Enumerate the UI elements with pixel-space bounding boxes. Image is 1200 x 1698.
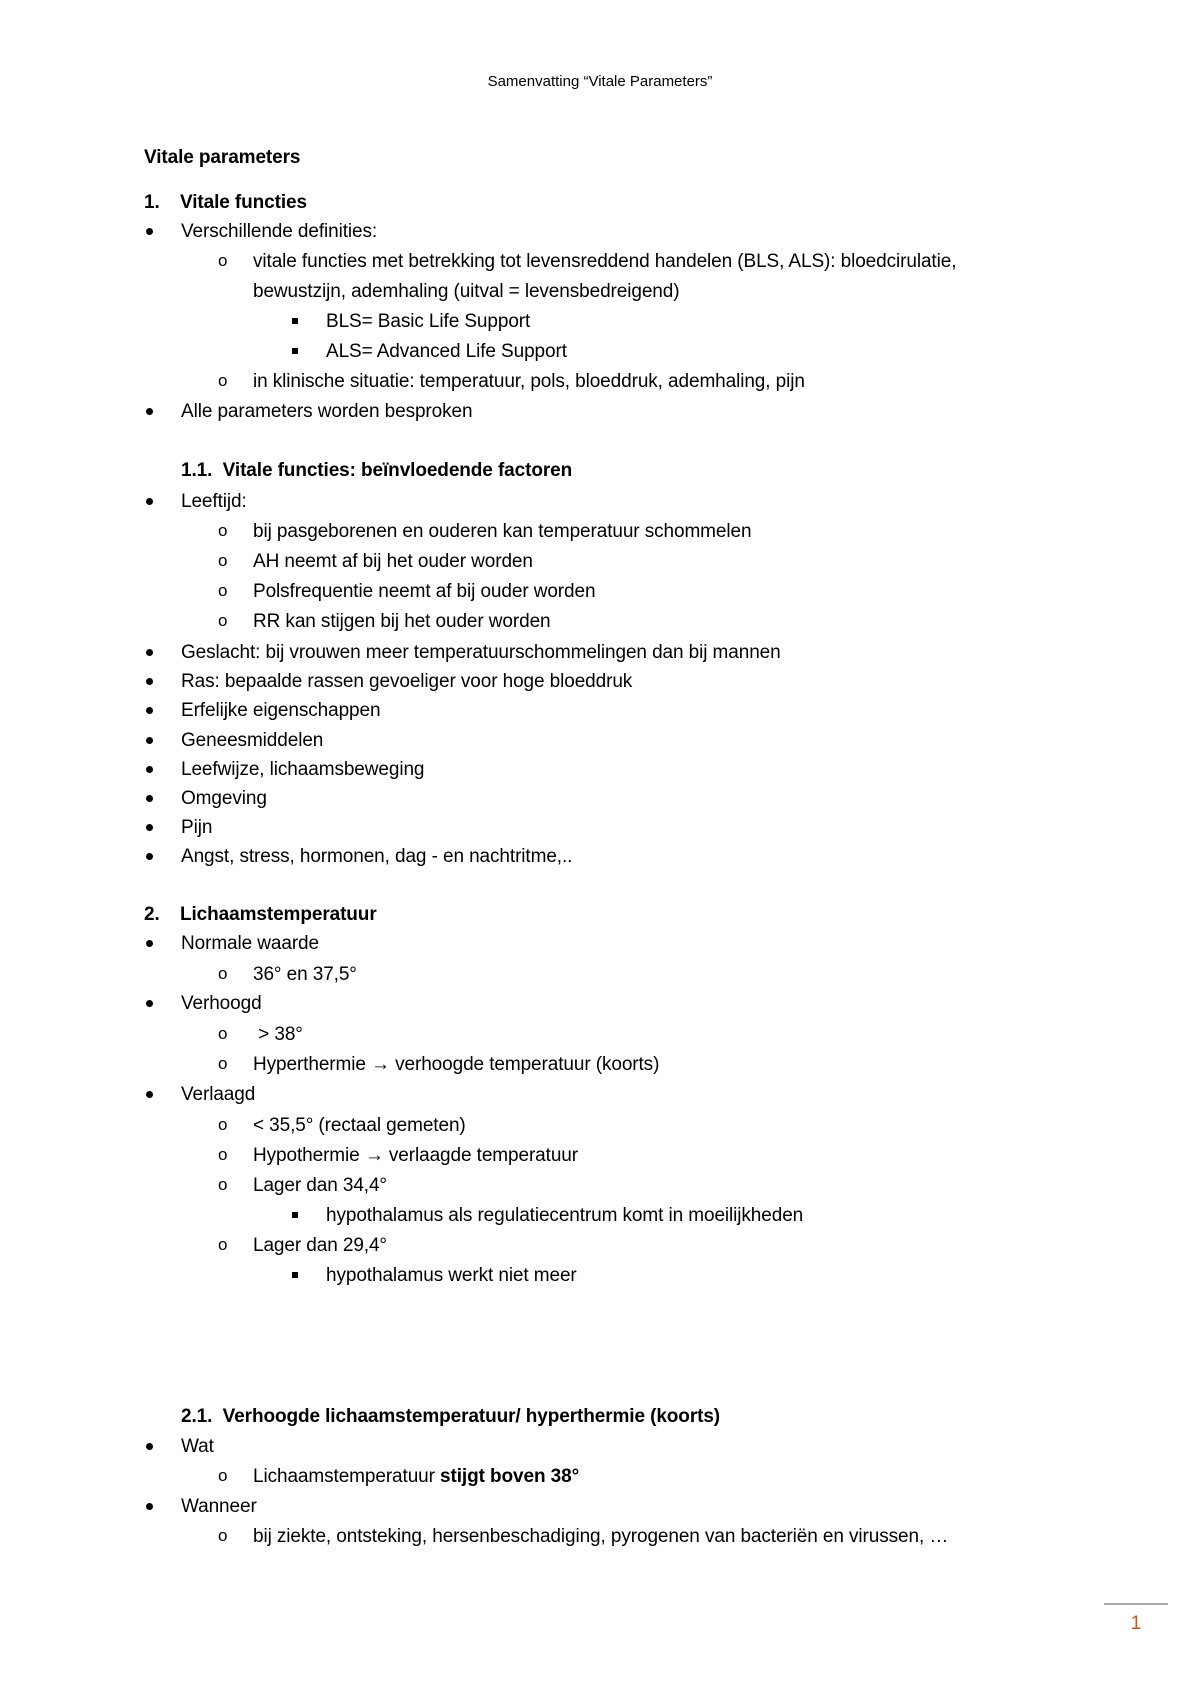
circle-bullet-icon: o	[218, 1466, 228, 1485]
circle-bullet-icon: o	[218, 1054, 228, 1073]
list-item: BLS= Basic Life Support	[326, 311, 531, 332]
list-item: Erfelijke eigenschappen	[181, 700, 381, 721]
list-item: Geneesmiddelen	[181, 730, 324, 751]
list-item: bij ziekte, ontsteking, hersenbeschadiging, pyrogenen van bacteriën en virussen, …	[253, 1526, 949, 1547]
list-item: Wat	[181, 1436, 214, 1457]
list-item: hypothalamus werkt niet meer	[326, 1265, 577, 1286]
list-item: Leeftijd:	[181, 491, 247, 512]
circle-bullet-icon: o	[218, 611, 228, 630]
bullet-icon	[146, 1443, 153, 1450]
square-bullet-icon	[292, 318, 298, 324]
list-item: Alle parameters worden besproken	[181, 401, 473, 422]
page-header: Samenvatting “Vitale Parameters”	[487, 73, 713, 90]
list-item: Wanneer	[181, 1496, 257, 1517]
section-1-heading	[144, 191, 307, 215]
list-item: Verschillende definities:	[181, 221, 378, 242]
list-item: > 38°	[253, 1024, 303, 1045]
section-number: 2.1.	[181, 1406, 213, 1427]
definition: verlaagde temperatuur	[388, 1145, 578, 1166]
list-item: in klinische situatie: temperatuur, pols, bloeddruk, ademhaling, pijn	[253, 371, 805, 392]
list-item: Polsfrequentie neemt af bij ouder worden	[253, 581, 596, 602]
circle-bullet-icon: o	[218, 251, 228, 270]
circle-bullet-icon: o	[218, 1526, 228, 1545]
bullet-icon	[146, 408, 153, 415]
bullet-icon	[146, 824, 153, 831]
list-item-continued: bewustzijn, ademhaling (uitval = levensbedreigend)	[253, 281, 680, 302]
document-title: Vitale parameters	[144, 147, 301, 168]
section-title: Vitale functies	[180, 192, 307, 213]
list-item: 36° en 37,5°	[253, 964, 357, 985]
square-bullet-icon	[292, 348, 298, 354]
list-item: ALS= Advanced Life Support	[326, 341, 567, 362]
circle-bullet-icon: o	[218, 521, 228, 540]
square-bullet-icon	[292, 1212, 298, 1218]
circle-bullet-icon: o	[218, 551, 228, 570]
list-item: AH neemt af bij het ouder worden	[253, 551, 533, 572]
bullet-icon	[146, 737, 153, 744]
bullet-icon	[146, 228, 153, 235]
circle-bullet-icon: o	[218, 1235, 228, 1254]
list-item: Angst, stress, hormonen, dag - en nachtritme,..	[181, 846, 573, 867]
term: Hyperthermie	[253, 1054, 366, 1075]
bullet-icon	[146, 1503, 153, 1510]
circle-bullet-icon: o	[218, 1145, 228, 1164]
section-number: 2.	[144, 904, 160, 925]
list-item: Geslacht: bij vrouwen meer temperatuurschommelingen dan bij mannen	[181, 642, 781, 663]
list-item: vitale functies met betrekking tot levensreddend handelen (BLS, ALS): bloedcirulatie,	[253, 251, 957, 272]
section-title: Vitale functies: beïnvloedende factoren	[222, 460, 573, 481]
list-item	[253, 1465, 579, 1489]
term: Hypothermie	[253, 1145, 360, 1166]
list-item: Pijn	[181, 817, 213, 838]
list-item: Omgeving	[181, 788, 267, 809]
list-item: Normale waarde	[181, 933, 319, 954]
section-2-1-heading	[181, 1405, 720, 1429]
circle-bullet-icon: o	[218, 964, 228, 983]
list-item: Lager dan 34,4°	[253, 1175, 387, 1196]
circle-bullet-icon: o	[218, 1175, 228, 1194]
list-item: Ras: bepaalde rassen gevoeliger voor hoge bloeddruk	[181, 671, 633, 692]
list-item	[253, 1144, 578, 1168]
text: Lichaamstemperatuur	[253, 1466, 441, 1487]
bullet-icon	[146, 678, 153, 685]
definition: verhoogde temperatuur (koorts)	[395, 1054, 660, 1075]
bullet-icon	[146, 940, 153, 947]
circle-bullet-icon: o	[218, 371, 228, 390]
arrow-right-icon: →	[371, 1054, 390, 1075]
circle-bullet-icon: o	[218, 581, 228, 600]
bullet-icon	[146, 1000, 153, 1007]
bullet-icon	[146, 498, 153, 505]
list-item: RR kan stijgen bij het ouder worden	[253, 611, 551, 632]
bullet-icon	[146, 853, 153, 860]
emphasis: stijgt boven 38°	[440, 1466, 580, 1487]
list-item	[253, 1053, 659, 1077]
list-item: < 35,5° (rectaal gemeten)	[253, 1115, 466, 1136]
square-bullet-icon	[292, 1272, 298, 1278]
list-item: Lager dan 29,4°	[253, 1235, 387, 1256]
page-number: 1	[1130, 1613, 1142, 1634]
list-item: Leefwijze, lichaamsbeweging	[181, 759, 425, 780]
circle-bullet-icon: o	[218, 1115, 228, 1134]
bullet-icon	[146, 766, 153, 773]
list-item: Verhoogd	[181, 993, 262, 1014]
list-item: bij pasgeborenen en ouderen kan temperatuur schommelen	[253, 521, 752, 542]
section-2-heading	[144, 903, 377, 927]
section-title: Lichaamstemperatuur	[180, 904, 377, 925]
page-number-rule	[1104, 1603, 1168, 1605]
section-number: 1.1.	[181, 460, 213, 481]
arrow-right-icon: →	[364, 1145, 384, 1166]
bullet-icon	[146, 1091, 153, 1098]
list-item: hypothalamus als regulatiecentrum komt in moeilijkheden	[326, 1205, 804, 1226]
list-item: Verlaagd	[181, 1084, 256, 1105]
bullet-icon	[146, 795, 153, 802]
bullet-icon	[146, 707, 153, 714]
section-title: Verhoogde lichaamstemperatuur/ hyperthermie (koorts)	[222, 1406, 721, 1427]
bullet-icon	[146, 649, 153, 656]
section-number: 1.	[144, 192, 160, 213]
section-1-1-heading	[181, 459, 572, 483]
circle-bullet-icon: o	[218, 1024, 228, 1043]
